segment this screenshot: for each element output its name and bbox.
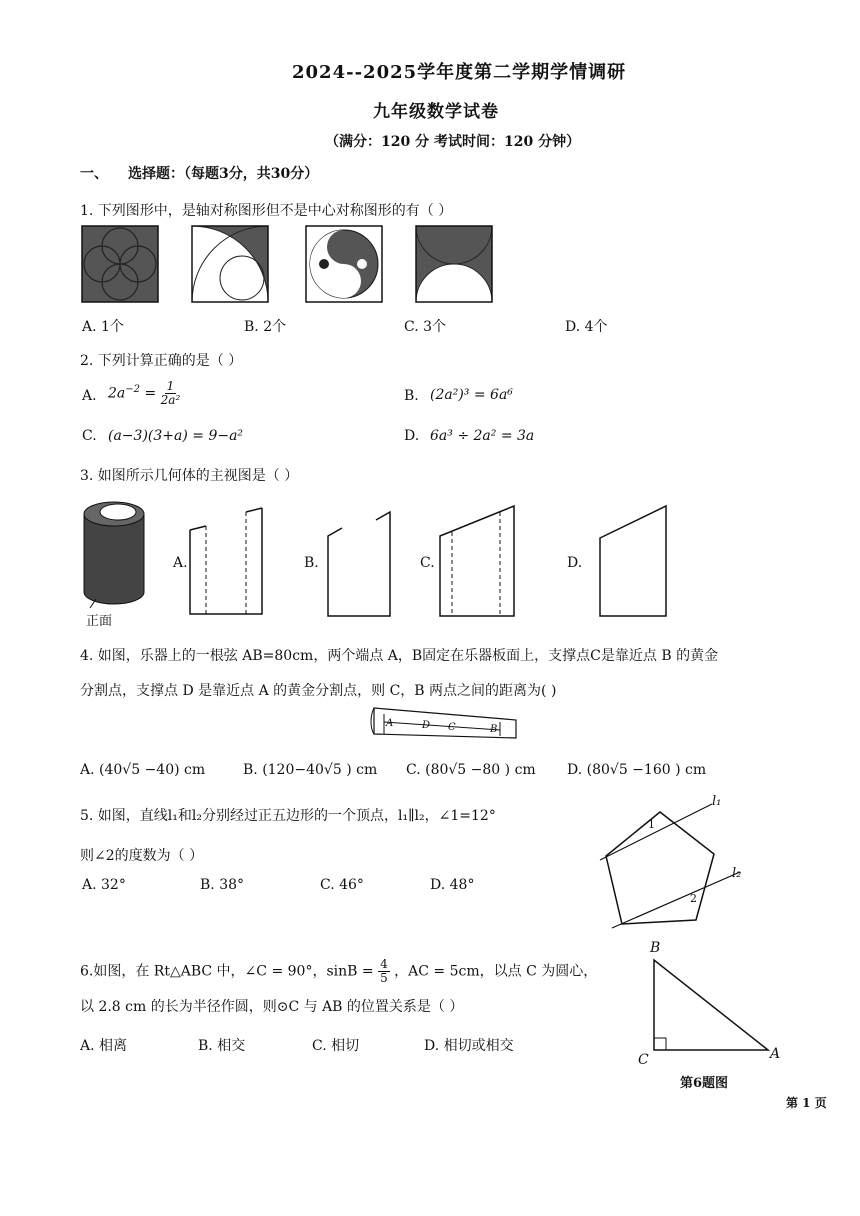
q3-option-d-figure[interactable] (600, 506, 670, 618)
q2-option-d-label[interactable]: D. (404, 428, 420, 444)
q6-option-a[interactable]: A. 相离 (80, 1038, 128, 1054)
q5-option-b[interactable]: B. 38° (200, 877, 245, 893)
q2-stem: 2. 下列计算正确的是（ ） (80, 353, 243, 369)
q4-point-b: B (490, 724, 498, 735)
exam-subtitle: 九年级数学试卷 (373, 102, 499, 122)
q4-option-d[interactable]: D. (80√5 −160 ) cm (567, 762, 707, 778)
q1-stem: 1. 下列图形中，是轴对称图形但不是中心对称图形的有（ ） (80, 203, 453, 219)
q5-angle-2: 2 (690, 892, 697, 905)
q3-option-d-label[interactable]: D. (567, 555, 583, 571)
q3-option-b-figure[interactable] (328, 512, 394, 618)
q5-label-l2: l₂ (732, 866, 742, 881)
q2-option-a-expr: $2a^{-2}$ = $\frac{1}{\text{2a²}}$ (108, 379, 181, 407)
q6-option-c[interactable]: C. 相切 (312, 1038, 360, 1054)
q3-cylinder-figure (76, 494, 156, 614)
q5-stem-line2: 则∠2的度数为（ ） (80, 848, 204, 864)
q6-figure-caption: 第6题图 (680, 1076, 729, 1091)
q4-point-a: A (386, 718, 394, 729)
section-title: 选择题：（每题3分，共30分） (128, 166, 319, 182)
q2-option-c-label[interactable]: C. (82, 428, 97, 444)
q5-option-a[interactable]: A. 32° (82, 877, 126, 893)
q3-option-a-label[interactable]: A. (173, 555, 188, 571)
q6-label-b: B (650, 940, 661, 956)
q5-stem-line1: 5. 如图，直线l₁和l₂分别经过正五边形的一个顶点，l₁∥l₂，∠1=12° (80, 808, 496, 824)
q1-option-d[interactable]: D. 4个 (565, 319, 608, 335)
exam-info: （满分：120 分 考试时间：120 分钟） (325, 134, 581, 150)
page-number: 第 1 页 (786, 1096, 827, 1110)
q3-option-c-label[interactable]: C. (420, 555, 435, 571)
q4-option-c[interactable]: C. (80√5 −80 ) cm (406, 762, 536, 778)
exam-title: 2024--2025学年度第二学期学情调研 (292, 62, 627, 83)
q5-option-c[interactable]: C. 46° (320, 877, 364, 893)
q4-stem-line2: 分割点，支撑点 D 是靠近点 A 的黄金分割点，则 C，B 两点之间的距离为( ) (80, 683, 557, 699)
q3-option-c-figure[interactable] (440, 506, 520, 618)
q2-option-b-expr: (2a²)³ = 6a⁶ (430, 387, 513, 403)
q2-option-b-label[interactable]: B. (404, 388, 419, 404)
q1-option-b[interactable]: B. 2个 (244, 319, 287, 335)
q1-figure-c (306, 226, 382, 302)
q2-option-c-expr: (a−3)(3+a) = 9−a² (108, 428, 244, 444)
q3-option-b-label[interactable]: B. (304, 555, 319, 571)
q1-figure-b (192, 226, 268, 302)
q5-pentagon-figure (592, 796, 752, 932)
q6-label-c: C (638, 1052, 649, 1068)
q6-option-d[interactable]: D. 相切或相交 (424, 1038, 514, 1054)
q1-figure-a (82, 226, 158, 302)
q5-angle-1: 1 (648, 818, 655, 831)
q3-stem: 3. 如图所示几何体的主视图是（ ） (80, 468, 299, 484)
q4-option-b[interactable]: B. (120−40√5 ) cm (243, 762, 378, 778)
q6-option-b[interactable]: B. 相交 (198, 1038, 246, 1054)
section-label: 一、 (80, 166, 108, 182)
q1-figure-d (416, 226, 492, 302)
q6-stem-line2: 以 2.8 cm 的长为半径作圆，则⊙C 与 AB 的位置关系是（ ） (80, 999, 464, 1015)
q4-stem-line1: 4. 如图，乐器上的一根弦 AB=80cm，两个端点 A，B固定在乐器板面上，支撑点C是靠近点 B 的黄金 (80, 648, 719, 664)
q2-option-d-expr: 6a³ ÷ 2a² = 3a (430, 428, 535, 444)
q6-label-a: A (770, 1046, 781, 1062)
q4-point-c: C (448, 722, 456, 733)
q6-stem-line1: 6.如图，在 Rt△ABC 中，∠C = 90°，sinB = $\frac{4}{5}$ ，AC = 5cm，以点 C 为圆心， (80, 957, 598, 985)
q3-option-a-figure[interactable] (190, 508, 270, 618)
q4-point-d: D (422, 720, 431, 731)
q1-option-a[interactable]: A. 1个 (82, 319, 124, 335)
q3-front-label: 正面 (86, 614, 113, 629)
q5-option-d[interactable]: D. 48° (430, 877, 475, 893)
q2-option-a-label[interactable]: A. (82, 388, 97, 404)
q1-option-c[interactable]: C. 3个 (404, 319, 447, 335)
q6-triangle-figure (652, 958, 772, 1054)
q4-option-a[interactable]: A. (40√5 −40) cm (80, 762, 206, 778)
q5-label-l1: l₁ (712, 794, 722, 809)
